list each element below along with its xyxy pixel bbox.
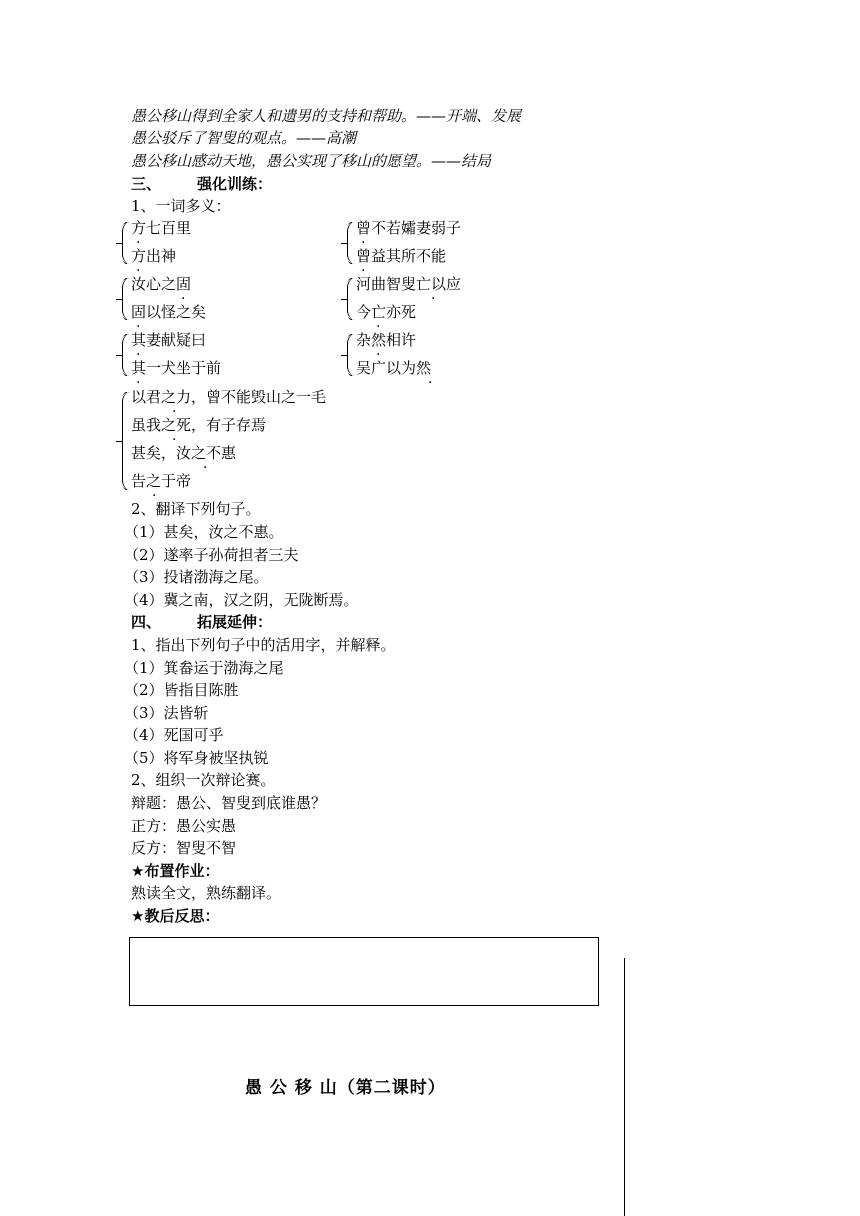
- zhi-sentence: 甚矣，汝之不惠: [131, 444, 237, 462]
- emphasis-dot: ·: [136, 235, 141, 251]
- brace-group-zhi: [122, 392, 131, 490]
- word-pair-b: 今亡亦死: [356, 303, 417, 321]
- q2-title: 2、翻译下列句子。: [131, 500, 261, 518]
- section3-number: 三、: [131, 175, 162, 193]
- zhi-sentence: 告之于帝: [131, 472, 192, 490]
- emphasis-dot: ·: [172, 432, 177, 448]
- emphasis-dot: ·: [203, 460, 208, 476]
- emphasis-dot: ·: [152, 488, 157, 504]
- emphasis-dot: ·: [136, 319, 141, 335]
- emphasis-dot: ·: [431, 291, 436, 307]
- debate-con: 反方：智叟不智: [131, 839, 237, 857]
- section3-title: 强化训练：: [197, 175, 273, 193]
- q3-item: （4）死国可乎: [124, 726, 224, 744]
- section4-number: 四、: [131, 613, 162, 631]
- q2-item: （4）冀之南，汉之阴，无陇断焉。: [124, 591, 359, 609]
- word-pair-b: 曾益其所不能: [356, 247, 447, 265]
- q3-title: 1、指出下列句子中的活用字，并解释。: [131, 636, 396, 654]
- word-pair-b: 固以怪之矣: [131, 303, 207, 321]
- reflection-box: [129, 937, 599, 1006]
- word-pair-a: 曾不若孀妻弱子: [356, 219, 462, 237]
- q2-item: （2）遂率子孙荷担者三夫: [124, 546, 299, 564]
- q2-item: （3）投诸渤海之尾。: [124, 568, 269, 586]
- next-lesson-title: 愚 公 移 山（第二课时）: [245, 1078, 446, 1098]
- debate-pro: 正方：愚公实愚: [131, 817, 237, 835]
- word-pair-a: 方七百里: [131, 219, 192, 237]
- q3-item: （5）将军身被坚执锐: [124, 749, 269, 767]
- emphasis-dot: ·: [376, 319, 381, 335]
- plot-line-1: 愚公移山得到全家人和遗男的支持和帮助。——开端、发展: [131, 107, 522, 125]
- reflection-label: ★教后反思：: [131, 907, 220, 925]
- word-pair-a: 河曲智叟亡以应: [356, 275, 462, 293]
- q4-title: 2、组织一次辩论赛。: [131, 771, 276, 789]
- emphasis-dot: ·: [181, 291, 186, 307]
- emphasis-dot: ·: [361, 235, 366, 251]
- plot-line-3: 愚公移山感动天地，愚公实现了移山的愿望。——结局: [131, 152, 492, 170]
- emphasis-dot: ·: [428, 375, 433, 391]
- word-pair-a: 杂然相许: [356, 331, 417, 349]
- brace-group-ceng: [347, 222, 356, 264]
- emphasis-dot: ·: [136, 347, 141, 363]
- q1-title: 1、一词多义：: [131, 197, 231, 215]
- brace-group-wang: [347, 278, 356, 320]
- q3-item: （1）箕畚运于渤海之尾: [124, 659, 284, 677]
- brace-group-ran: [347, 334, 356, 376]
- plot-line-2: 愚公驳斥了智叟的观点。——高潮: [131, 129, 357, 147]
- emphasis-dot: ·: [136, 263, 141, 279]
- zhi-sentence: 虽我之死，有子存焉: [131, 416, 267, 434]
- brace-group-qi: [122, 334, 131, 376]
- q3-item: （2）皆指目陈胜: [124, 681, 239, 699]
- debate-topic: 辩题：愚公、智叟到底谁愚？: [131, 794, 327, 812]
- emphasis-dot: ·: [136, 375, 141, 391]
- word-pair-b: 其一犬坐于前: [131, 359, 222, 377]
- zhi-sentence: 以君之力，曾不能毁山之一毛: [131, 388, 327, 406]
- q2-item: （1）甚矣，汝之不惠。: [124, 523, 284, 541]
- word-pair-a: 汝心之固: [131, 275, 192, 293]
- emphasis-dot: ·: [172, 404, 177, 420]
- emphasis-dot: ·: [376, 347, 381, 363]
- brace-group-gu: [122, 278, 131, 320]
- emphasis-dot: ·: [361, 263, 366, 279]
- homework-label: ★布置作业：: [131, 862, 220, 880]
- word-pair-b: 吴广以为然: [356, 359, 432, 377]
- brace-group-fang: [122, 222, 131, 264]
- q3-item: （3）法皆斩: [124, 704, 209, 722]
- word-pair-b: 方出神: [131, 247, 177, 265]
- page-divider-line: [624, 958, 625, 1216]
- section4-title: 拓展延伸：: [197, 613, 273, 631]
- word-pair-a: 其妻献疑曰: [131, 331, 207, 349]
- homework-text: 熟读全文，熟练翻译。: [131, 884, 282, 902]
